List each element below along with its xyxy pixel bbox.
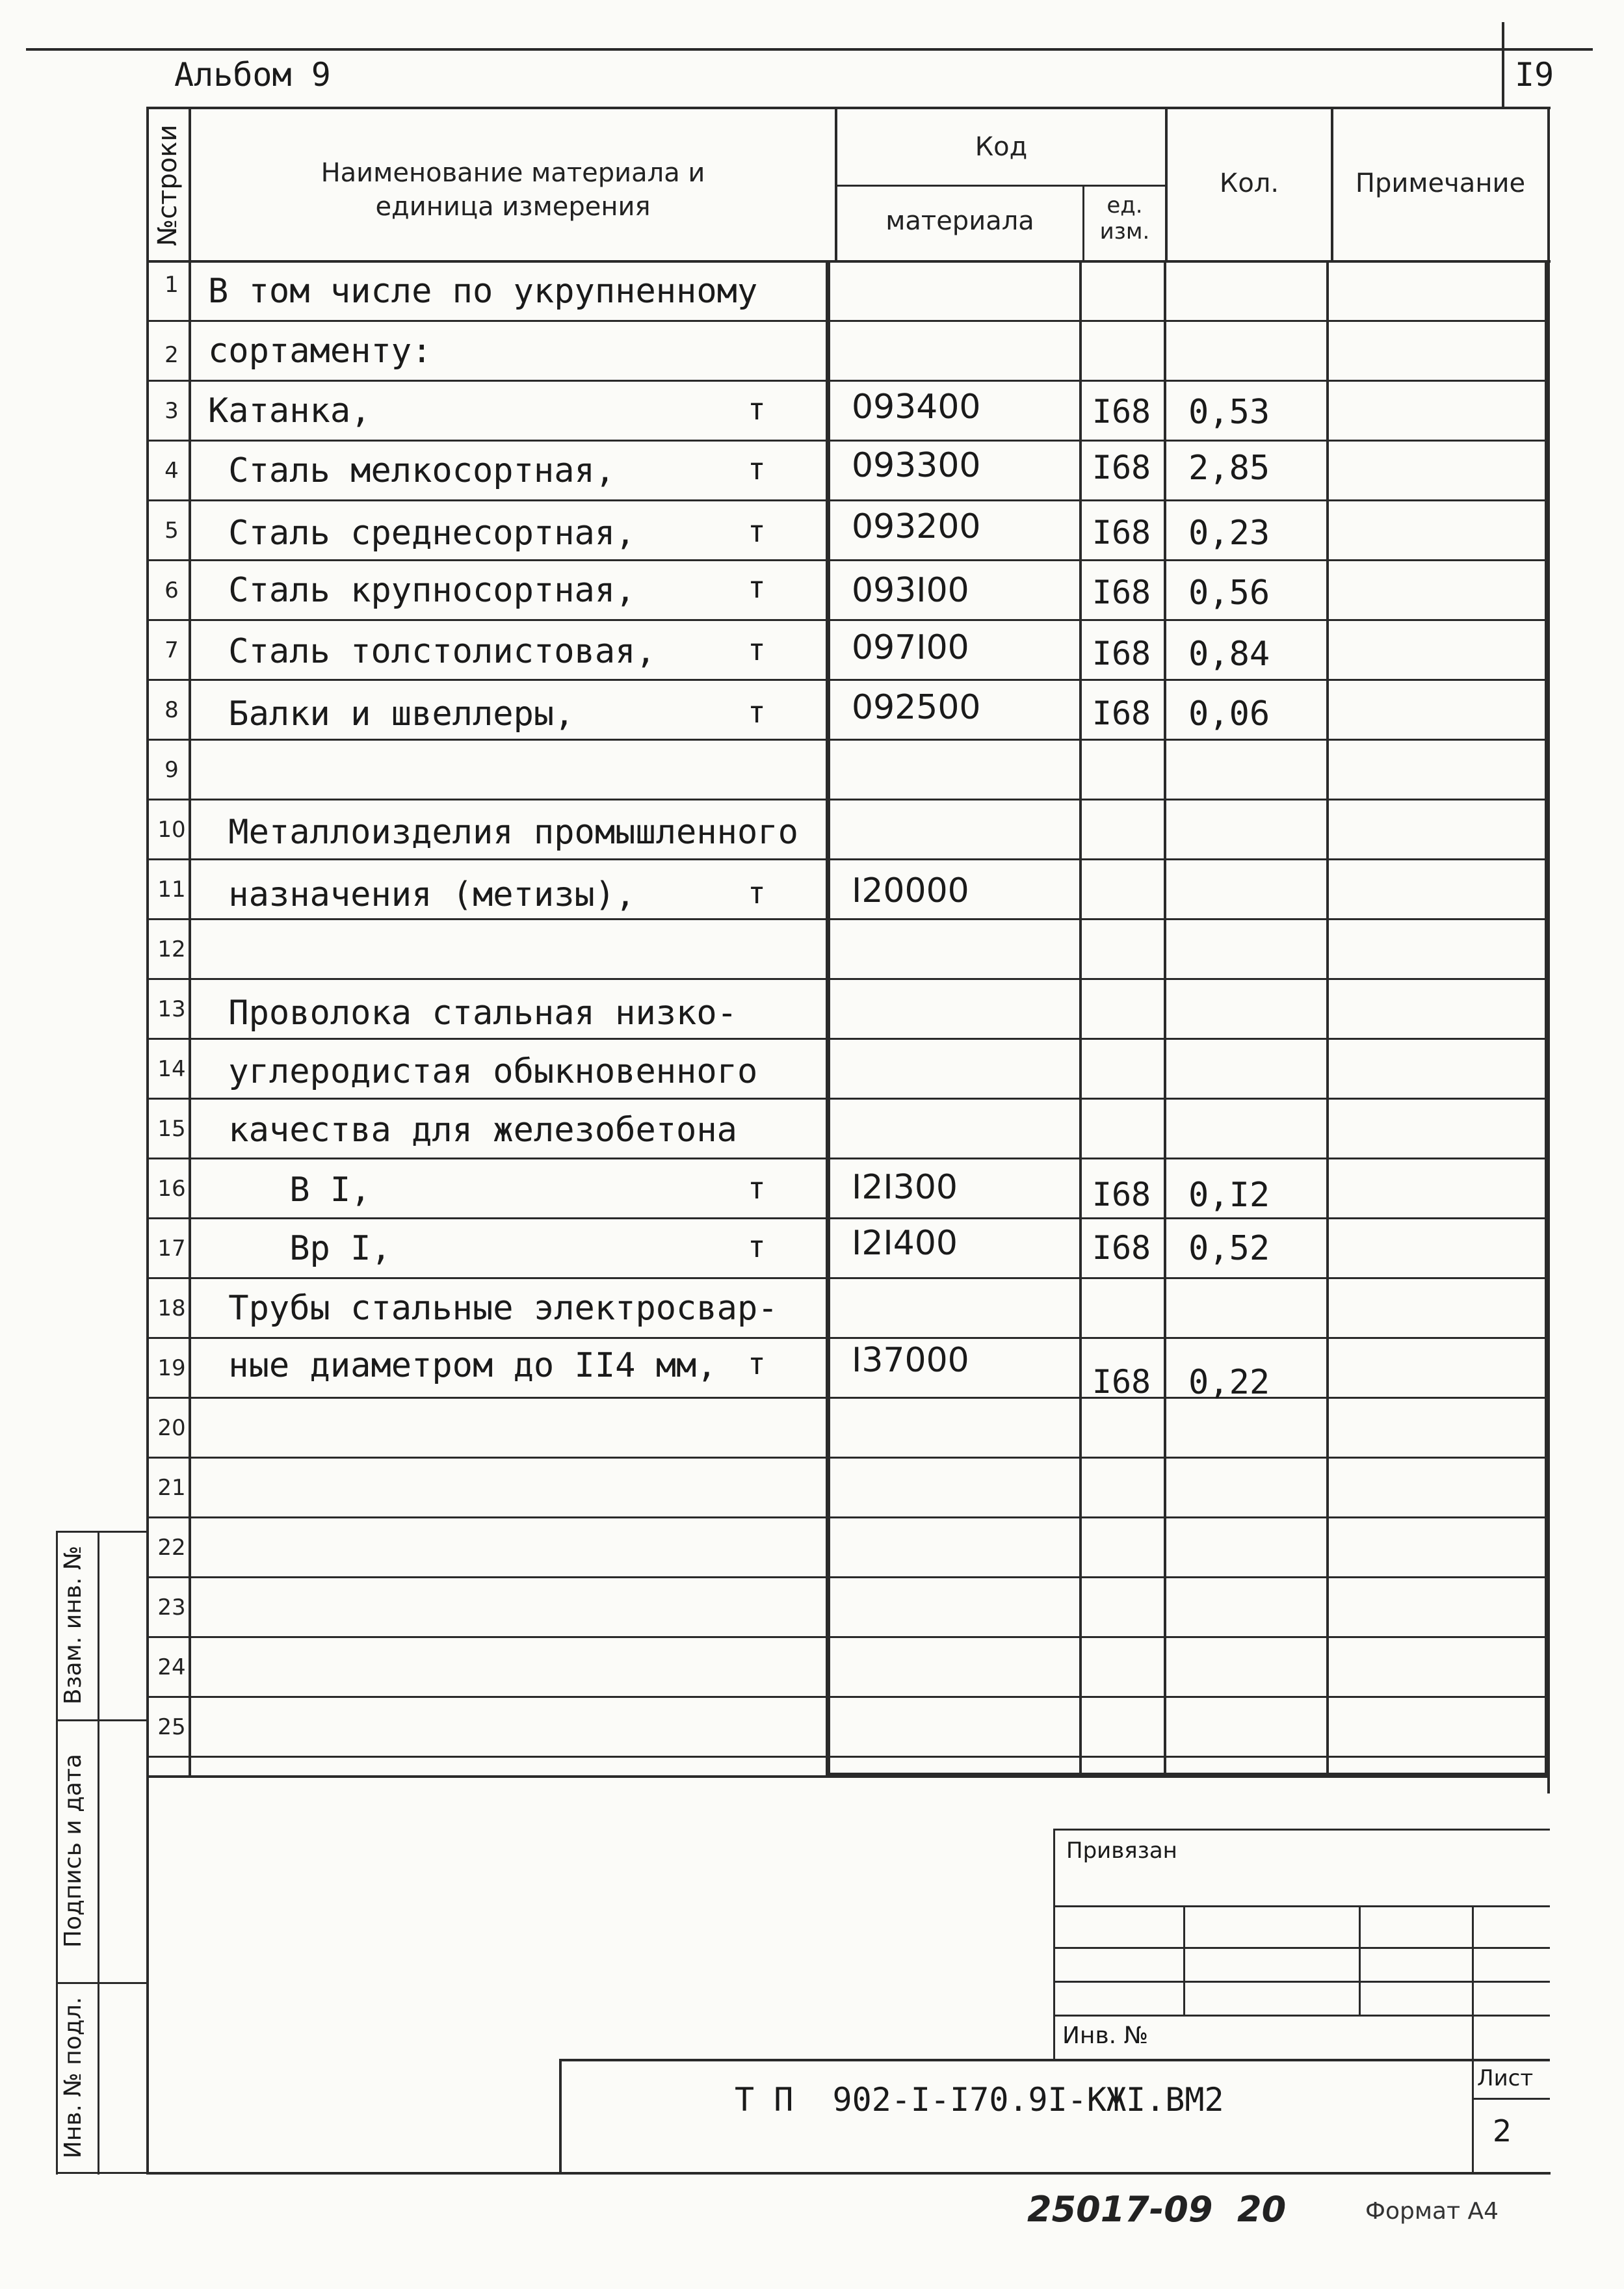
- code-unit-header-line2: изм.: [1099, 218, 1150, 245]
- row-unit: т: [748, 391, 766, 427]
- row-name: ные диаметром до II4 мм,: [208, 1346, 717, 1385]
- row-name: Сталь среднесортная,: [208, 514, 636, 553]
- name-header-line2: единица измерения: [375, 192, 651, 222]
- row-unit: т: [748, 695, 766, 730]
- row-number: 14: [157, 1056, 186, 1082]
- row-unit-code: I68: [1092, 449, 1151, 486]
- row-number: 19: [157, 1355, 186, 1381]
- row-code: I2I400: [852, 1224, 958, 1263]
- row-number: 22: [157, 1535, 186, 1561]
- row-code: 097I00: [852, 628, 969, 667]
- row-unit-code: I68: [1092, 393, 1151, 430]
- row-number: 23: [157, 1594, 186, 1621]
- document-code: Т П 902-I-I70.9I-КЖI.ВМ2: [735, 2081, 1224, 2119]
- row-name: Металлоизделия промышленного: [208, 813, 798, 852]
- row-number: 6: [164, 577, 179, 603]
- row-unit-code: I68: [1092, 574, 1151, 611]
- row-number: 8: [164, 697, 179, 723]
- row-unit: т: [748, 451, 766, 486]
- row-name: Проволока стальная низко-: [208, 994, 737, 1033]
- row-unit: т: [748, 875, 766, 910]
- row-number: 15: [157, 1116, 186, 1142]
- row-code: 093400: [852, 388, 981, 427]
- row-unit: т: [748, 1229, 766, 1264]
- row-unit: т: [748, 1171, 766, 1206]
- row-unit-code: I68: [1092, 1229, 1151, 1267]
- row-name: Балки и швеллеры,: [208, 695, 575, 734]
- row-name: назначения (метизы),: [208, 875, 636, 914]
- row-number: 2: [164, 342, 179, 368]
- format-label: Формат А4: [1365, 2198, 1499, 2225]
- inv-number-label: Инв. №: [1062, 2022, 1149, 2049]
- row-number: 13: [157, 996, 186, 1022]
- inv-podl-label: Инв. № подл.: [60, 1996, 86, 2159]
- row-number: 1: [164, 272, 179, 298]
- album-label: Альбом 9: [174, 56, 331, 94]
- row-number: 12: [157, 936, 186, 962]
- code-header: Код: [975, 132, 1028, 162]
- row-qty: 2,85: [1188, 449, 1270, 488]
- row-qty: 0,56: [1188, 574, 1270, 613]
- row-unit-code: I68: [1092, 1363, 1151, 1401]
- row-code: 092500: [852, 688, 981, 727]
- row-qty: 0,06: [1188, 695, 1270, 734]
- row-name: Трубы стальные электросвар-: [208, 1289, 778, 1328]
- row-number: 7: [164, 637, 179, 663]
- code-unit-header-line1: ед.: [1107, 192, 1143, 218]
- row-number: 17: [157, 1236, 186, 1262]
- row-code: 093I00: [852, 571, 969, 610]
- qty-header: Кол.: [1219, 168, 1279, 198]
- row-number: 18: [157, 1295, 186, 1321]
- row-number: 9: [164, 757, 179, 783]
- row-number: 16: [157, 1176, 186, 1202]
- row-number: 11: [157, 877, 186, 903]
- rownum-header: №строки: [153, 124, 183, 246]
- row-code: I2I300: [852, 1168, 958, 1207]
- vzam-inv-label: Взам. инв. №: [60, 1545, 86, 1705]
- page-number: I9: [1515, 56, 1554, 94]
- row-name: В том числе по укрупненному: [208, 272, 758, 311]
- row-number: 20: [157, 1415, 186, 1441]
- row-code: 093200: [852, 507, 981, 546]
- row-unit: т: [748, 632, 766, 667]
- note-header: Примечание: [1355, 168, 1526, 198]
- code-material-header: материала: [885, 206, 1034, 236]
- row-code: I20000: [852, 871, 969, 910]
- privyazan-label: Привязан: [1066, 1838, 1177, 1864]
- row-number: 10: [157, 817, 186, 843]
- row-name: Сталь мелкосортная,: [208, 451, 616, 490]
- row-name: Катанка,: [208, 391, 371, 430]
- row-name: качества для железобетона: [208, 1111, 737, 1150]
- row-unit-code: I68: [1092, 1176, 1151, 1213]
- row-number: 5: [164, 518, 179, 544]
- row-number: 4: [164, 458, 179, 484]
- row-unit-code: I68: [1092, 635, 1151, 672]
- row-qty: 0,53: [1188, 393, 1270, 432]
- row-unit-code: I68: [1092, 695, 1151, 732]
- row-unit: т: [748, 514, 766, 549]
- row-unit-code: I68: [1092, 514, 1151, 551]
- row-name: Сталь толстолистовая,: [208, 632, 656, 671]
- row-qty: 0,23: [1188, 514, 1270, 553]
- row-qty: 0,I2: [1188, 1176, 1270, 1215]
- row-qty: 0,84: [1188, 635, 1270, 674]
- row-qty: 0,52: [1188, 1229, 1270, 1268]
- row-code: 093300: [852, 446, 981, 485]
- row-unit: т: [748, 570, 766, 605]
- row-code: I37000: [852, 1341, 969, 1380]
- sheet-number: 2: [1493, 2113, 1512, 2149]
- row-number: 24: [157, 1654, 186, 1680]
- row-number: 3: [164, 398, 179, 424]
- row-qty: 0,22: [1188, 1363, 1270, 1402]
- row-name: В I,: [208, 1171, 371, 1210]
- row-number: 25: [157, 1714, 186, 1740]
- row-unit: т: [748, 1346, 766, 1381]
- row-name: углеродистая обыкновенного: [208, 1052, 758, 1091]
- row-name: Вр I,: [208, 1229, 391, 1268]
- row-name: сортаменту:: [208, 332, 432, 371]
- row-name: Сталь крупносортная,: [208, 571, 636, 610]
- handwritten-number: 25017-09 20: [1027, 2189, 1287, 2230]
- sheet-label: Лист: [1477, 2065, 1534, 2091]
- name-header-line1: Наименование материала и: [321, 158, 705, 188]
- signature-date-label: Подпись и дата: [60, 1753, 86, 1948]
- row-number: 21: [157, 1475, 186, 1501]
